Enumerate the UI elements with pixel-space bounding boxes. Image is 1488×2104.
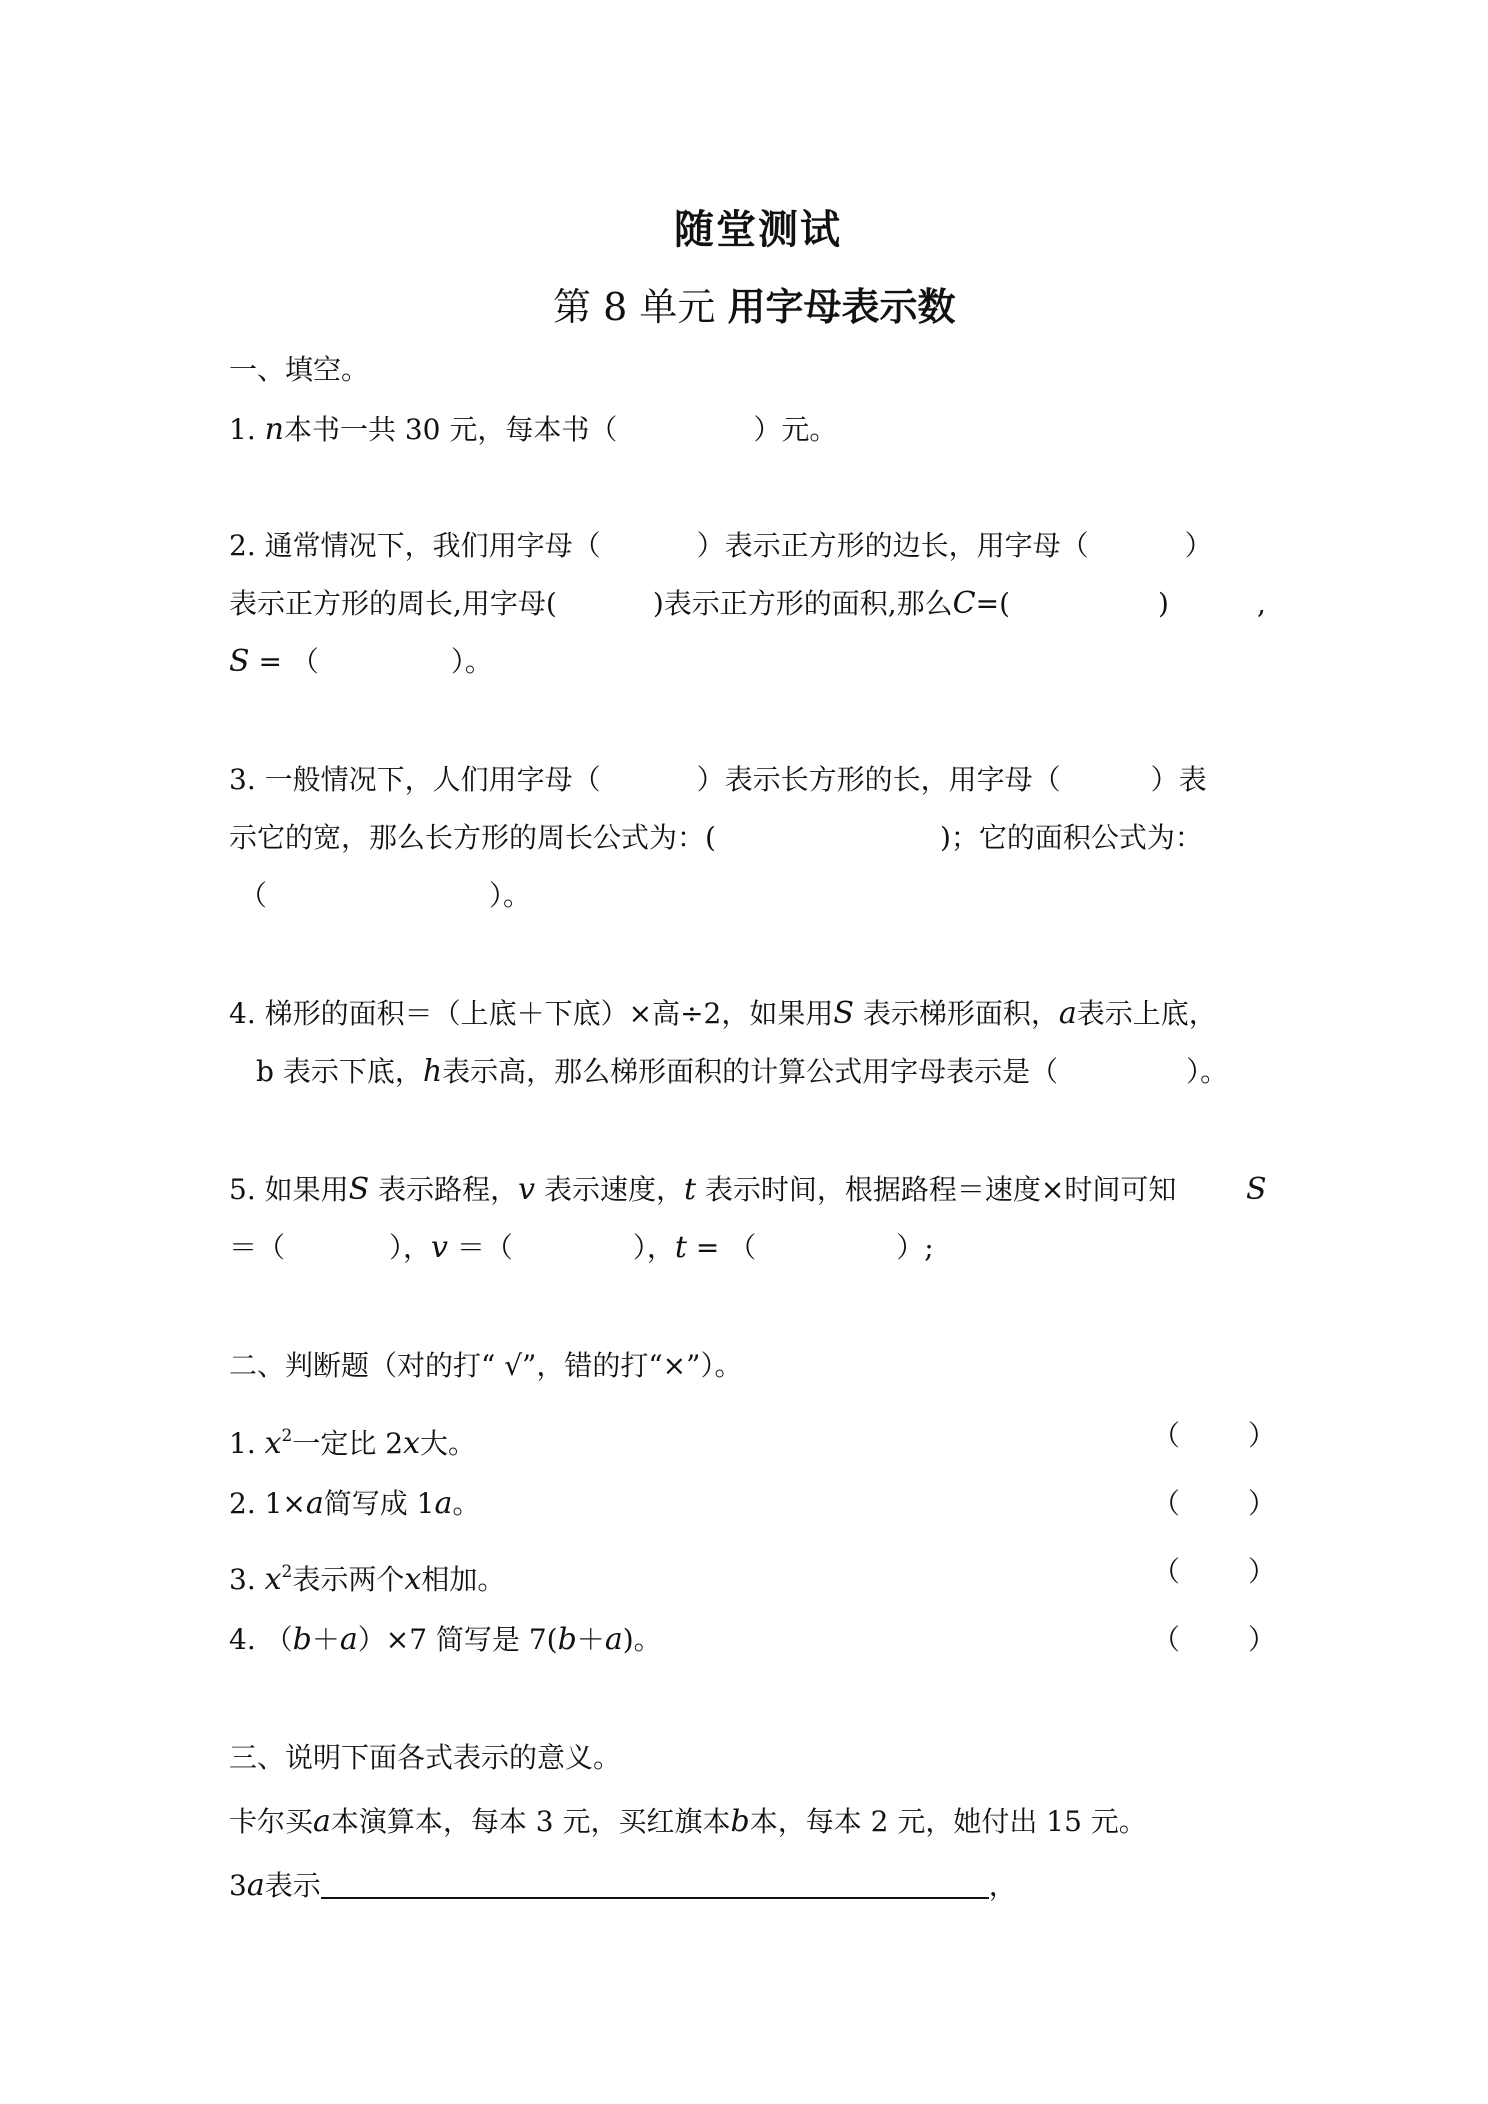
j2-text-c: 。	[452, 1487, 481, 1520]
j4-var-a: a	[339, 1622, 358, 1657]
q4-var-h: h	[422, 1054, 443, 1089]
j1-text-c: 大。	[420, 1427, 477, 1460]
q4-text-c: 表示上底，	[1076, 997, 1217, 1030]
q3-text-g: ）。	[489, 879, 532, 912]
q5-var-s-end	[1246, 1170, 1267, 1210]
q2-text-c: ）	[1184, 529, 1213, 562]
q5-text-c: 表示速度，	[535, 1173, 684, 1206]
q5-var-t: t	[683, 1172, 697, 1207]
q5-text-h: ），	[632, 1231, 675, 1264]
page-title: 随堂测试	[674, 206, 842, 253]
q4-text-e: 表示高，那么梯形面积的计算公式用字母表示是（	[442, 1055, 1059, 1088]
q4-text-d: b 表示下底，	[256, 1055, 423, 1088]
j2-answer-close: ）	[1248, 1487, 1277, 1520]
question-4-line-1	[229, 994, 1217, 1034]
q4-text-f: ）。	[1186, 1055, 1229, 1088]
j2-number: 2. 1×	[229, 1487, 306, 1520]
section-3-intro	[229, 1802, 1147, 1842]
q4-var-s: S	[833, 996, 854, 1031]
m1-answer-line[interactable]	[321, 1867, 989, 1899]
question-3-line-3	[239, 876, 531, 916]
j4-text-d: ＋	[576, 1623, 605, 1656]
q1-var-n: n	[264, 412, 284, 447]
j3-text-c: 相加。	[421, 1563, 506, 1596]
j4-var-b: b	[292, 1622, 312, 1657]
q5-text-i: = （	[686, 1231, 757, 1264]
j4-answer-close: ）	[1248, 1623, 1277, 1656]
unit-name: 用字母表示数	[727, 284, 956, 329]
q2-text-f: =(	[975, 587, 1011, 620]
j4-text-c: ）×7 简写是 7(	[357, 1623, 558, 1656]
unit-heading	[553, 276, 955, 331]
q5-var-s: S	[348, 1172, 370, 1207]
j2-var-a: a	[305, 1486, 324, 1521]
q1-tail: ）元。	[753, 413, 838, 446]
q5-var-v2: v	[431, 1230, 448, 1265]
j4-var-a2: a	[604, 1622, 623, 1657]
q5-text-e: ＝（	[229, 1231, 286, 1264]
m1-number: 3	[229, 1869, 247, 1902]
j4-text-e: )。	[622, 1623, 662, 1656]
q2-var-s: S	[229, 644, 250, 679]
q2-var-c: C	[952, 586, 976, 621]
j3-var-x2: x	[404, 1562, 422, 1597]
q1-text: 本书一共 30 元，每本书（	[283, 413, 618, 446]
j1-var-x: x	[264, 1426, 282, 1461]
q3-text-b: ）表示长方形的长，用字母（	[696, 763, 1061, 796]
q2-text-g: )	[1158, 587, 1169, 620]
q2-text-b: ）表示正方形的边长，用字母（	[696, 529, 1089, 562]
question-1	[229, 410, 837, 450]
j3-exponent: 2	[281, 1562, 293, 1582]
section-1-heading: 一、填空。	[229, 353, 370, 386]
m1-var-a: a	[246, 1868, 265, 1903]
intro-var-a: a	[313, 1804, 331, 1839]
j1-text-b: 一定比 2	[292, 1427, 404, 1460]
q5-var-v: v	[518, 1172, 536, 1207]
j4-answer-open[interactable]: （	[1152, 1623, 1181, 1656]
m1-text: 表示	[264, 1869, 321, 1902]
judge-item-2	[229, 1484, 480, 1524]
q2-text-d: 表示正方形的周长,用字母(	[229, 587, 557, 620]
j3-var-x: x	[264, 1562, 282, 1597]
j3-answer-close: ）	[1248, 1555, 1277, 1588]
q1-number: 1.	[229, 413, 265, 446]
judge-item-3	[229, 1552, 505, 1600]
j4-var-b2: b	[557, 1622, 577, 1657]
j4-text-b: ＋	[311, 1623, 340, 1656]
j1-number: 1.	[229, 1427, 265, 1460]
judge-item-4	[229, 1620, 662, 1660]
q2-text-h: = （	[249, 645, 319, 678]
question-2-line-2	[229, 584, 1169, 624]
intro-text-a: 卡尔买	[229, 1805, 314, 1838]
q5-var-s2: S	[1246, 1172, 1267, 1207]
meaning-line-1	[229, 1866, 1017, 1906]
q3-text-d: 示它的宽，那么长方形的周长公式为：(	[229, 821, 716, 854]
q4-text-a: 4. 梯形的面积＝（上底＋下底）×高÷2，如果用	[229, 997, 834, 1030]
question-4-line-2	[256, 1052, 1228, 1092]
q5-text-a: 5. 如果用	[229, 1173, 349, 1206]
j2-var-a2: a	[434, 1486, 453, 1521]
q5-text-f: ），	[389, 1231, 432, 1264]
j3-answer-open[interactable]: （	[1152, 1555, 1181, 1588]
q3-text-a: 3. 一般情况下，人们用字母（	[229, 763, 601, 796]
j2-answer-open[interactable]: （	[1152, 1487, 1181, 1520]
q3-text-e: )；它的面积公式为：	[939, 821, 1203, 854]
question-2-line-3	[229, 642, 493, 682]
j1-answer-close: ）	[1248, 1419, 1277, 1452]
intro-text-c: 本，每本 2 元，她付出 15 元。	[749, 1805, 1147, 1838]
question-2-line-1	[229, 526, 1213, 566]
question-3-line-2	[229, 818, 1203, 858]
j1-var-x2: x	[403, 1426, 421, 1461]
j2-text-b: 简写成 1	[323, 1487, 435, 1520]
j4-number: 4. （	[229, 1623, 293, 1656]
unit-number: 第 8 单元	[553, 285, 716, 329]
q5-text-d: 表示时间，根据路程＝速度×时间可知	[696, 1173, 1177, 1206]
question-5-line-1	[229, 1170, 1176, 1210]
q2-text-e: )表示正方形的面积,那么	[652, 587, 953, 620]
q2-text-i: ）。	[450, 645, 493, 678]
q4-var-a: a	[1058, 996, 1077, 1031]
q3-text-c: ）表	[1150, 763, 1207, 796]
q5-text-g: ＝（	[447, 1231, 513, 1264]
q5-var-t2: t	[674, 1230, 687, 1265]
intro-var-b: b	[730, 1804, 750, 1839]
j3-text-b: 表示两个	[292, 1563, 405, 1596]
q4-text-b: 表示梯形面积，	[853, 997, 1059, 1030]
j1-exponent: 2	[281, 1426, 293, 1446]
intro-text-b: 本演算本，每本 3 元，买红旗本	[330, 1805, 731, 1838]
question-3-line-1	[229, 760, 1207, 800]
q2-comma: ,	[1257, 587, 1266, 620]
q3-text-f: （	[239, 879, 268, 912]
q5-text-b: 表示路程，	[369, 1173, 519, 1206]
j1-answer-open[interactable]: （	[1152, 1419, 1181, 1452]
section-3-heading: 三、说明下面各式表示的意义。	[229, 1741, 622, 1774]
q5-text-j: ）;	[896, 1231, 934, 1264]
m1-comma: ，	[988, 1869, 1017, 1902]
judge-item-1	[229, 1416, 476, 1464]
question-5-line-2	[229, 1228, 934, 1268]
j3-number: 3.	[229, 1563, 265, 1596]
q2-text-a: 2. 通常情况下，我们用字母（	[229, 529, 601, 562]
section-2-heading: 二、判断题（对的打“ √”，错的打“×”）。	[229, 1349, 743, 1382]
